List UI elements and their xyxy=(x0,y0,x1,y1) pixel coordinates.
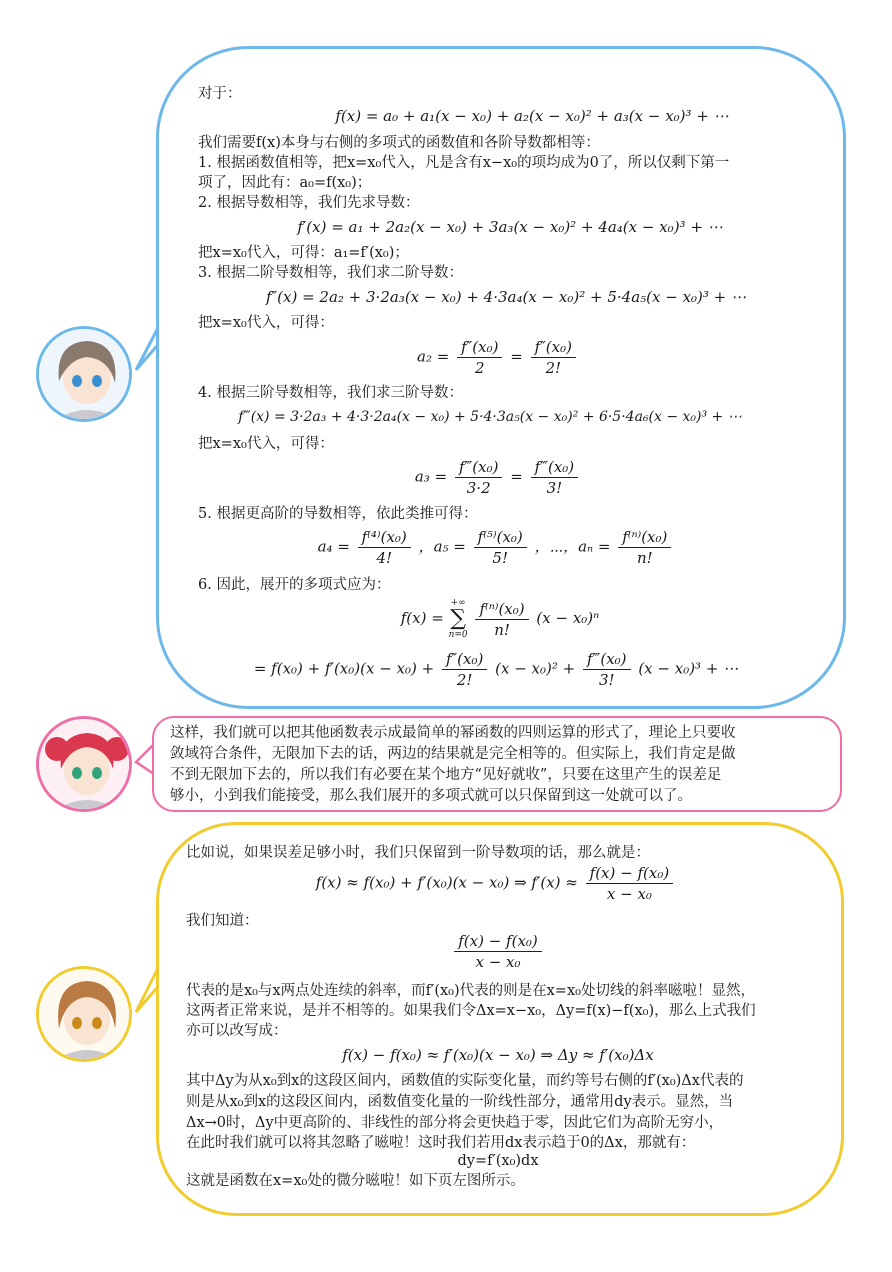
text-line: 够小，小到我们能接受，那么我们展开的多项式就可以只保留到这一处就可以了。 xyxy=(170,788,692,804)
sigma-symbol: ∑ xyxy=(450,606,466,631)
text-line: 则是从x₀到x的这段区间内，函数值变化量的一阶线性部分，通常用dy表示。显然，当 xyxy=(186,1094,734,1110)
text-line: 4. 根据三阶导数相等，我们求三阶导数： xyxy=(198,385,463,401)
text-line: 代表的是x₀与x两点处连续的斜率，而f′(x₀)代表的则是在x=x₀处切线的斜率嗞啦！显然， xyxy=(186,983,755,999)
sum-upper-limit: +∞ xyxy=(450,598,466,608)
text-line: 这两者正常来说，是并不相等的。如果我们令Δx=x−x₀，Δy=f(x)−f(x₀)，那么上式我们 xyxy=(186,1003,756,1019)
text-line: 这就是函数在x=x₀处的微分嗞啦！如下页左图所示。 xyxy=(186,1173,525,1189)
text-line: 把x=x₀代入，可得： xyxy=(198,436,334,452)
text-line: 亦可以改写成： xyxy=(186,1023,288,1039)
text-line: 比如说，如果误差足够小时，我们只保留到一阶导数项的话，那么就是： xyxy=(186,845,650,861)
equation-secant-slope: $\frac{\text{f(x) − f(x₀)}}{\text{x − x₀}}$ xyxy=(52,932,892,971)
equation-taylor-expanded: = f(x₀) + f′(x₀)(x − x₀) + $\frac{\text{f″(x₀)}}{2!}$ (x − x₀)² + $\frac{\text{f‴(x₀)}}{3!}$ (x − x₀)³ + ⋯ xyxy=(253,650,739,689)
sum-lower-limit: n=0 xyxy=(448,630,468,640)
equation-second-derivative: f″(x) = 2a₂ + 3·2a₃(x − x₀) + 4·3a₄(x − x₀)² + 5·4a₅(x − x₀)³ + ⋯ xyxy=(265,288,747,306)
text-line: 其中Δy为从x₀到x的这段区间内，函数值的实际变化量，而约等号右侧的f′(x₀)Δx代表的 xyxy=(186,1073,744,1089)
text-line: 敛域符合条件，无限加下去的话，两边的结果就是完全相等的。但实际上，我们肯定是做 xyxy=(170,746,736,762)
text-line: 在此时我们就可以将其忽略了嗞啦！这时我们若用dx表示趋于0的Δx，那就有： xyxy=(186,1135,696,1151)
text-line: 6. 因此，展开的多项式应为： xyxy=(198,577,391,593)
text-line: 5. 根据更高阶的导数相等，依此类推可得： xyxy=(198,506,478,522)
equation-a3: a₃ = $\frac{\text{f‴(x₀)}}{3\cdot 2}$ = $\frac{\text{f‴(x₀)}}{3!}$ xyxy=(52,458,892,497)
text-line: 1. 根据函数值相等，把x=x₀代入，凡是含有x−x₀的项均成为0了，所以仅剩下第一 xyxy=(198,155,730,171)
text-line: 2. 根据导数相等，我们先求导数： xyxy=(198,195,420,211)
equation-delta-approx: f(x) − f(x₀) ≈ f′(x₀)(x − x₀) ⇒ Δy ≈ f′(x₀)Δx xyxy=(342,1046,654,1064)
equation-higher-coefficients: a₄ = $\frac{\text{f⁽⁴⁾(x₀)}}{4!}$ ，a₅ = $\frac{\text{f⁽⁵⁾(x₀)}}{5!}$ ，⋯，aₙ = $\frac{\text{f⁽ⁿ⁾(x₀)}}{n!}$ xyxy=(50,528,892,567)
text-line: 3. 根据二阶导数相等，我们求二阶导数： xyxy=(198,265,463,281)
text-line: 不到无限加下去的，所以我们有必要在某个地方“见好就收”，只要在这里产生的误差足 xyxy=(170,767,722,783)
text-line: 这样，我们就可以把其他函数表示成最简单的幂函数的四则运算的形式了，理论上只要收 xyxy=(170,725,736,741)
text-intro: 对于： xyxy=(198,86,242,102)
text-line: 我们需要f(x)本身与右侧的多项式的函数值和各阶导数都相等： xyxy=(198,135,600,151)
equation-first-derivative: f′(x) = a₁ + 2a₂(x − x₀) + 3a₃(x − x₀)² + 4a₄(x − x₀)³ + ⋯ xyxy=(297,218,723,236)
text-line: 项了，因此有：a₀=f(x₀)； xyxy=(198,175,372,191)
equation-power-series: f(x) = a₀ + a₁(x − x₀) + a₂(x − x₀)² + a₃(x − x₀)³ + ⋯ xyxy=(335,107,729,125)
equation-taylor-sum: f(x) = +∞ ∑ n=0 $\frac{\text{f⁽ⁿ⁾(x₀)}}{n!}$ (x − x₀)ⁿ xyxy=(400,598,600,640)
equation-differential: dy=f′(x₀)dx xyxy=(457,1153,539,1169)
character-avatar-red-hair xyxy=(36,716,132,812)
text-line: 把x=x₀代入，可得：a₁=f′(x₀)； xyxy=(198,245,409,261)
equation-first-order-approx: f(x) ≈ f(x₀) + f′(x₀)(x − x₀) ⇒ f′(x) ≈ $\frac{\text{f(x) − f(x₀)}}{\text{x − x₀}}$ xyxy=(50,864,892,903)
text-line: 把x=x₀代入，可得： xyxy=(198,315,334,331)
text-line: 我们知道： xyxy=(186,913,259,929)
text-line: Δx→0时，Δy中更高阶的、非线性的部分将会更快趋于零，因此它们为高阶无穷小， xyxy=(186,1115,724,1131)
equation-third-derivative: f‴(x) = 3·2a₃ + 4·3·2a₄(x − x₀) + 5·4·3a₅(x − x₀)² + 6·5·4a₆(x − x₀)³ + ⋯ xyxy=(238,409,742,425)
equation-a2: a₂ = $\frac{\text{f″(x₀)}}{2}$ = $\frac{\text{f″(x₀)}}{2!}$ xyxy=(52,338,892,377)
